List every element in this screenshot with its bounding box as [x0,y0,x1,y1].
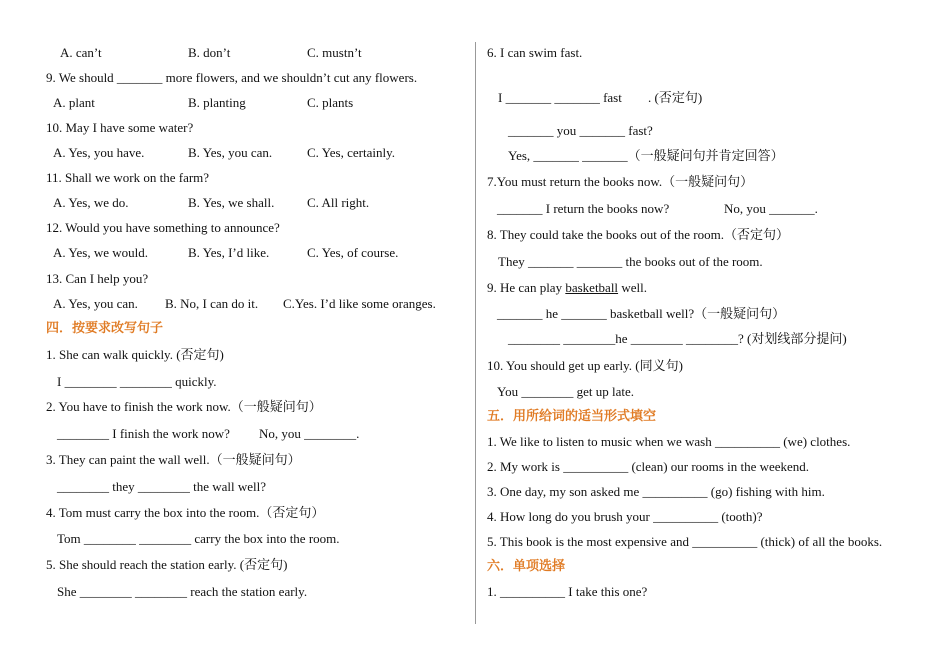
rewrite-6-answer-c: Yes, _______ _______（一般疑问句并肯定回答） [508,148,784,163]
q12-option-b: B. Yes, I’d like. [188,245,270,260]
rewrite-4: 4. Tom must carry the box into the room.（否定句） [46,505,325,520]
rewrite-5-answer: She ________ ________ reach the station early. [57,584,308,599]
rewrite-9 [487,280,647,296]
question-12: 12. Would you have something to announce? [46,220,280,235]
question-13: 13. Can I help you? [46,271,149,286]
rewrite-6-answer-b: _______ you _______ fast? [508,123,653,138]
rewrite-6-answer-a: I _______ _______ fast [498,90,622,105]
rewrite-3-answer: ________ they ________ the wall well? [57,479,267,494]
q13-option-b: B. No, I can do it. [165,296,259,311]
q10-option-a: A. Yes, you have. [53,145,145,160]
rewrite-1-answer: I ________ ________ quickly. [57,374,217,389]
q8-option-b: B. don’t [188,45,231,60]
right-column [476,0,950,672]
q11-option-a: A. Yes, we do. [53,195,129,210]
left-column [0,0,474,672]
q9-option-b: B. planting [188,95,246,110]
rewrite-9-pre: 9. He can play [487,280,566,295]
q13-option-a: A. Yes, you can. [53,296,138,311]
q11-option-b: B. Yes, we shall. [188,195,275,210]
fill-5: 5. This book is the most expensive and __________ (thick) of all the books. [487,534,883,549]
fill-1: 1. We like to listen to music when we wash __________ (we) clothes. [487,434,851,449]
q8-option-a: A. can’t [60,45,102,60]
rewrite-10-answer: You ________ get up late. [497,384,634,399]
choice-1: 1. __________ I take this one? [487,584,648,599]
rewrite-9-answer-a: _______ he _______ basketball well?（一般疑问句） [497,306,786,321]
fill-3: 3. One day, my son asked me __________ (go) fishing with him. [487,484,825,499]
question-11: 11. Shall we work on the farm? [46,170,210,185]
q11-option-c: C. All right. [307,195,370,210]
rewrite-2-answer-b: No, you ________. [259,426,360,441]
rewrite-3: 3. They can paint the wall well.（一般疑问句） [46,452,301,467]
rewrite-9-answer-b: ________ ________he ________ ________? (对划线部分提问) [508,331,847,346]
rewrite-5: 5. She should reach the station early. (否定句) [46,557,288,572]
rewrite-6: 6. I can swim fast. [487,45,583,60]
q12-option-c: C. Yes, of course. [307,245,399,260]
rewrite-4-answer: Tom ________ ________ carry the box into the room. [57,531,340,546]
q13-option-c: C.Yes. I’d like some oranges. [283,296,436,311]
fill-4: 4. How long do you brush your __________ (tooth)? [487,509,763,524]
section-5-heading: 五．用所给词的适当形式填空 [487,409,657,424]
rewrite-10: 10. You should get up early. (同义句) [487,358,683,373]
rewrite-6-tag: . (否定句) [648,90,703,105]
rewrite-2: 2. You have to finish the work now.（一般疑问句） [46,399,322,414]
q8-option-c: C. mustn’t [307,45,362,60]
rewrite-8-answer: They _______ _______ the books out of the room. [498,254,763,269]
q10-option-b: B. Yes, you can. [188,145,273,160]
q9-option-c: C. plants [307,95,354,110]
rewrite-9-underlined: basketball [565,280,619,295]
q10-option-c: C. Yes, certainly. [307,145,395,160]
rewrite-7: 7.You must return the books now.（一般疑问句） [487,174,754,189]
question-9: 9. We should _______ more flowers, and we shouldn’t cut any flowers. [46,70,418,85]
rewrite-7-answer-b: No, you _______. [724,201,818,216]
rewrite-7-answer-a: _______ I return the books now? [497,201,670,216]
question-10: 10. May I have some water? [46,120,194,135]
section-6-heading: 六．单项选择 [487,559,566,574]
q9-option-a: A. plant [53,95,95,110]
q12-option-a: A. Yes, we would. [53,245,148,260]
fill-2: 2. My work is __________ (clean) our rooms in the weekend. [487,459,810,474]
rewrite-1: 1. She can walk quickly. (否定句) [46,347,224,362]
rewrite-9-post: well. [618,280,647,295]
rewrite-2-answer-a: ________ I finish the work now? [57,426,230,441]
rewrite-8: 8. They could take the books out of the room.（否定句） [487,227,789,242]
section-4-heading: 四．按要求改写句子 [46,321,164,336]
